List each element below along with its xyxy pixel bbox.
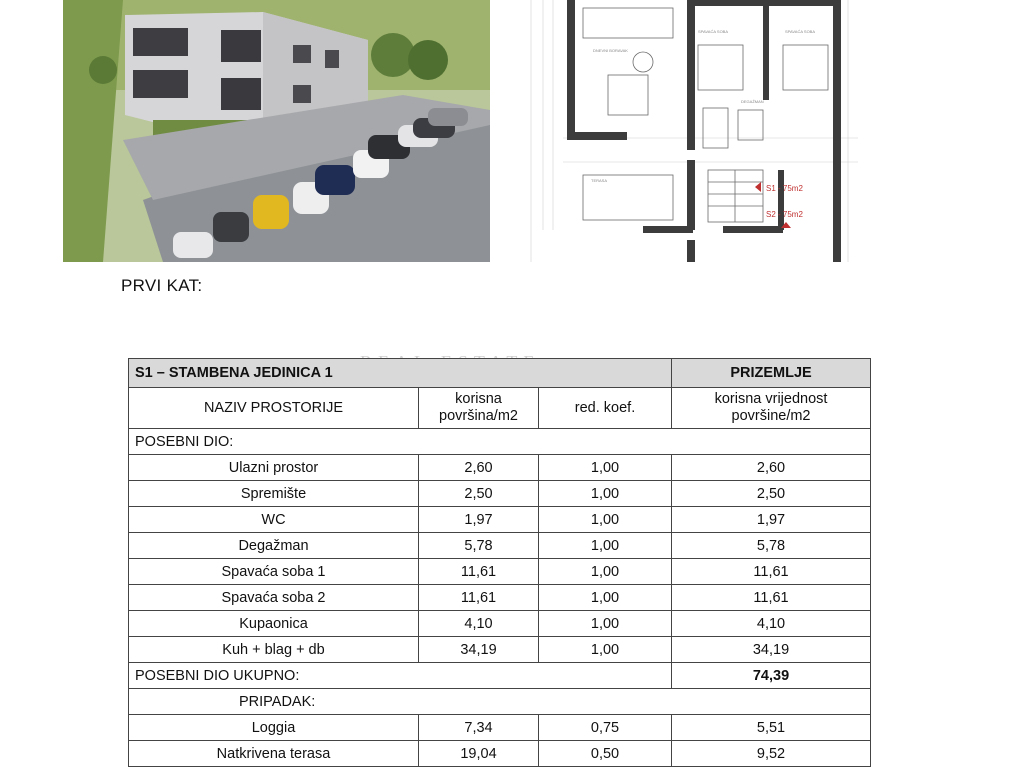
room-name: Spavaća soba 2 — [129, 585, 419, 611]
room-value: 2,60 — [672, 455, 871, 481]
area-table — [128, 358, 871, 767]
header-name: NAZIV PROSTORIJE — [129, 388, 419, 429]
room-name: Kuh + blag + db — [129, 637, 419, 663]
room-name: WC — [129, 507, 419, 533]
table-row — [129, 481, 871, 507]
table-row — [129, 455, 871, 481]
floor-label: PRIZEMLJE — [672, 359, 871, 388]
room-area: 2,50 — [419, 481, 539, 507]
room-name: Ulazni prostor — [129, 455, 419, 481]
table-row — [129, 637, 871, 663]
room-area: 1,97 — [419, 507, 539, 533]
plan-label-s1: S1 - 75m2 — [766, 184, 803, 193]
table-row — [129, 585, 871, 611]
room-area: 5,78 — [419, 533, 539, 559]
room-name: Spavaća soba 1 — [129, 559, 419, 585]
svg-text:SPAVAĆA SOBA: SPAVAĆA SOBA — [785, 29, 816, 34]
plan-label-s2: S2 - 75m2 — [766, 210, 803, 219]
room-value: 1,97 — [672, 507, 871, 533]
total-row — [129, 663, 871, 689]
room-value: 5,78 — [672, 533, 871, 559]
room-name: Degažman — [129, 533, 419, 559]
section-pripadak: PRIPADAK: — [129, 689, 871, 715]
room-value: 5,51 — [672, 715, 871, 741]
svg-text:TERASA: TERASA — [591, 178, 608, 183]
table-header-row — [129, 388, 871, 429]
section-posebni: POSEBNI DIO: — [129, 429, 871, 455]
table-row — [129, 559, 871, 585]
room-value: 11,61 — [672, 559, 871, 585]
floor-plan — [523, 0, 858, 262]
room-coef: 1,00 — [539, 559, 672, 585]
room-area: 4,10 — [419, 611, 539, 637]
svg-text:DEGAŽMAN: DEGAŽMAN — [741, 99, 764, 104]
room-value: 11,61 — [672, 585, 871, 611]
room-area: 34,19 — [419, 637, 539, 663]
table-row — [129, 611, 871, 637]
room-coef: 1,00 — [539, 637, 672, 663]
header-coef: red. koef. — [539, 388, 672, 429]
header-value: korisna vrijednost površine/m2 — [672, 388, 871, 429]
room-value: 9,52 — [672, 741, 871, 767]
room-coef: 1,00 — [539, 455, 672, 481]
total-value: 74,39 — [672, 663, 871, 689]
table-row — [129, 715, 871, 741]
area-table-container — [128, 358, 870, 767]
section-row-pripadak — [129, 689, 871, 715]
room-value: 2,50 — [672, 481, 871, 507]
room-area: 11,61 — [419, 585, 539, 611]
room-area: 11,61 — [419, 559, 539, 585]
section-row-posebni — [129, 429, 871, 455]
svg-text:SPAVAĆA SOBA: SPAVAĆA SOBA — [698, 29, 729, 34]
room-name: Kupaonica — [129, 611, 419, 637]
room-coef: 0,75 — [539, 715, 672, 741]
table-row — [129, 741, 871, 767]
room-coef: 1,00 — [539, 533, 672, 559]
table-row — [129, 507, 871, 533]
room-value: 34,19 — [672, 637, 871, 663]
room-coef: 1,00 — [539, 611, 672, 637]
header-area: korisna površina/m2 — [419, 388, 539, 429]
room-value: 4,10 — [672, 611, 871, 637]
svg-text:DNEVNI BORAVAK: DNEVNI BORAVAK — [593, 48, 628, 53]
unit-title: S1 – STAMBENA JEDINICA 1 — [129, 359, 672, 388]
room-name: Natkrivena terasa — [129, 741, 419, 767]
table-title-row — [129, 359, 871, 388]
room-coef: 1,00 — [539, 585, 672, 611]
room-area: 2,60 — [419, 455, 539, 481]
total-label: POSEBNI DIO UKUPNO: — [129, 663, 672, 689]
room-coef: 1,00 — [539, 507, 672, 533]
room-name: Spremište — [129, 481, 419, 507]
floor-caption: PRVI KAT: — [121, 276, 203, 295]
building-rendering — [63, 0, 490, 262]
room-coef: 0,50 — [539, 741, 672, 767]
room-coef: 1,00 — [539, 481, 672, 507]
room-name: Loggia — [129, 715, 419, 741]
room-area: 19,04 — [419, 741, 539, 767]
room-area: 7,34 — [419, 715, 539, 741]
table-row — [129, 533, 871, 559]
